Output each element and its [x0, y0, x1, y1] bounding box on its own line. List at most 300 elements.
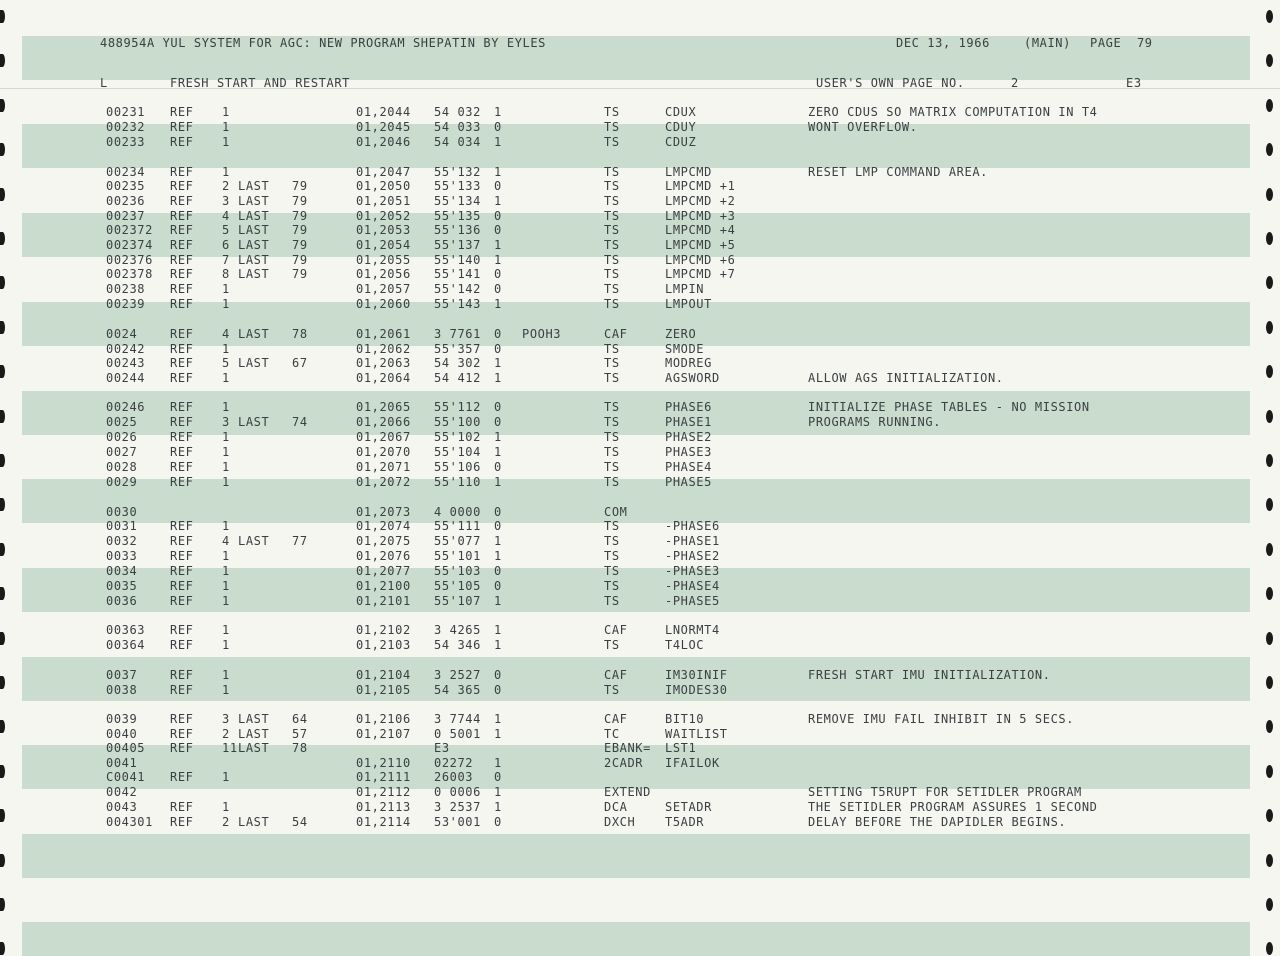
cell-ref: REF [170, 534, 194, 548]
cell-lineno: 00239 [106, 297, 146, 311]
cell-op: TS [604, 519, 620, 533]
cell-word: 55'134 [434, 194, 481, 208]
tractor-hole [1266, 942, 1273, 955]
cell-ref: REF [170, 519, 194, 533]
cell-addr: 01,2101 [356, 594, 411, 608]
green-bar-band [22, 479, 1250, 523]
cell-lineno: 0043 [106, 800, 138, 814]
cell-operand: -PHASE4 [665, 579, 720, 593]
cell-comment: PROGRAMS RUNNING. [808, 415, 942, 429]
cell-lineno: 00232 [106, 120, 146, 134]
tractor-hole [1266, 143, 1273, 156]
cell-ref: REF [170, 430, 194, 444]
cell-addr: 01,2070 [356, 445, 411, 459]
cell-ref: REF [170, 579, 194, 593]
tractor-hole [0, 410, 5, 423]
cell-addr: 01,2114 [356, 815, 411, 829]
cell-operand: LMPCMD +4 [665, 223, 736, 237]
cell-op: TS [604, 135, 620, 149]
cell-operand: CDUX [665, 105, 697, 119]
cell-lineno: 002372 [106, 223, 153, 237]
green-bar-band [22, 834, 1250, 878]
cell-parity: 0 [494, 267, 502, 281]
cell-op: TS [604, 282, 620, 296]
tractor-hole [0, 365, 5, 378]
cell-refnum: 1 [222, 579, 230, 593]
cell-operand: LST1 [665, 741, 697, 755]
cell-addr: 01,2050 [356, 179, 411, 193]
cell-refnum: 1 [222, 475, 230, 489]
cell-lineno: 00364 [106, 638, 146, 652]
cell-op: TS [604, 297, 620, 311]
cell-lineno: 0036 [106, 594, 138, 608]
cell-word: E3 [434, 741, 450, 755]
cell-addr: 01,2102 [356, 623, 411, 637]
cell-word: 26003 [434, 770, 474, 784]
tractor-hole [0, 765, 5, 778]
cell-parity: 0 [494, 505, 502, 519]
cell-word: 55'143 [434, 297, 481, 311]
cell-operand: PHASE6 [665, 400, 712, 414]
cell-parity: 0 [494, 400, 502, 414]
cell-parity: 0 [494, 223, 502, 237]
cell-lineno: 0042 [106, 785, 138, 799]
cell-ref: REF [170, 475, 194, 489]
cell-lastpage: 64 [292, 712, 308, 726]
cell-lineno: 00238 [106, 282, 146, 296]
cell-parity: 0 [494, 342, 502, 356]
cell-word: 3 2527 [434, 668, 481, 682]
cell-word: 55'106 [434, 460, 481, 474]
green-bar-band [22, 213, 1250, 257]
cell-parity: 1 [494, 105, 502, 119]
cell-lineno: 00244 [106, 371, 146, 385]
cell-lineno: 0040 [106, 727, 138, 741]
cell-refnum: 8 [222, 267, 230, 281]
cell-ref: REF [170, 623, 194, 637]
section-title: FRESH START AND RESTART [170, 76, 350, 90]
tractor-hole [0, 498, 5, 511]
cell-parity: 1 [494, 430, 502, 444]
cell-comment: ALLOW AGS INITIALIZATION. [808, 371, 1004, 385]
tractor-hole [1266, 676, 1273, 689]
cell-refnum: 1 [222, 460, 230, 474]
cell-refnum: 4 [222, 209, 230, 223]
cell-lastpage: 79 [292, 209, 308, 223]
cell-op: TS [604, 179, 620, 193]
cell-label: POOH3 [522, 327, 562, 341]
cell-lineno: 0032 [106, 534, 138, 548]
tractor-hole [0, 587, 5, 600]
cell-last: LAST [238, 327, 270, 341]
cell-word: 54 033 [434, 120, 481, 134]
cell-ref: REF [170, 668, 194, 682]
cell-parity: 1 [494, 727, 502, 741]
cell-ref: REF [170, 238, 194, 252]
cell-last: LAST [238, 209, 270, 223]
tractor-hole [1266, 276, 1273, 289]
cell-operand: MODREG [665, 356, 712, 370]
cell-addr: 01,2062 [356, 342, 411, 356]
cell-lastpage: 57 [292, 727, 308, 741]
cell-refnum: 1 [222, 445, 230, 459]
tractor-hole [1266, 410, 1273, 423]
cell-op: TS [604, 253, 620, 267]
cell-refnum: 1 [222, 120, 230, 134]
cell-op: TS [604, 356, 620, 370]
cell-word: 54 346 [434, 638, 481, 652]
cell-op: TS [604, 400, 620, 414]
tractor-hole [0, 543, 5, 556]
cell-lastpage: 79 [292, 194, 308, 208]
cell-comment: INITIALIZE PHASE TABLES - NO MISSION [808, 400, 1090, 414]
cell-addr: 01,2045 [356, 120, 411, 134]
cell-operand: BIT10 [665, 712, 705, 726]
cell-op: CAF [604, 327, 628, 341]
cell-parity: 1 [494, 534, 502, 548]
cell-lineno: 002374 [106, 238, 153, 252]
cell-op: EBANK= [604, 741, 651, 755]
cell-parity: 0 [494, 120, 502, 134]
tractor-hole [0, 942, 5, 955]
cell-operand: IMODES30 [665, 683, 728, 697]
cell-refnum: 1 [222, 564, 230, 578]
cell-word: 55'102 [434, 430, 481, 444]
cell-ref: REF [170, 564, 194, 578]
cell-lineno: 0034 [106, 564, 138, 578]
cell-lineno: 002378 [106, 267, 153, 281]
cell-op: EXTEND [604, 785, 651, 799]
cell-word: 54 412 [434, 371, 481, 385]
cell-ref: REF [170, 209, 194, 223]
cell-parity: 1 [494, 238, 502, 252]
cell-parity: 1 [494, 800, 502, 814]
tractor-hole [0, 143, 5, 156]
cell-last: LAST [238, 741, 270, 755]
tractor-hole [1266, 632, 1273, 645]
cell-lastpage: 54 [292, 815, 308, 829]
cell-refnum: 4 [222, 534, 230, 548]
cell-word: 55'357 [434, 342, 481, 356]
cell-lineno: 00363 [106, 623, 146, 637]
cell-lastpage: 78 [292, 327, 308, 341]
cell-op: TS [604, 165, 620, 179]
cell-last: LAST [238, 267, 270, 281]
cell-op: TS [604, 683, 620, 697]
cell-parity: 0 [494, 770, 502, 784]
cell-parity: 0 [494, 519, 502, 533]
cell-addr: 01,2047 [356, 165, 411, 179]
cell-operand: IFAILOK [665, 756, 720, 770]
cell-parity: 1 [494, 253, 502, 267]
cell-op: TS [604, 564, 620, 578]
cell-op: TS [604, 223, 620, 237]
cell-operand: LMPCMD +5 [665, 238, 736, 252]
cell-word: 3 2537 [434, 800, 481, 814]
cell-word: 53'001 [434, 815, 481, 829]
cell-lineno: 0024 [106, 327, 138, 341]
cell-ref: REF [170, 815, 194, 829]
cell-refnum: 2 [222, 727, 230, 741]
cell-refnum: 1 [222, 549, 230, 563]
cell-op: CAF [604, 623, 628, 637]
cell-operand: LNORMT4 [665, 623, 720, 637]
cell-op: TS [604, 238, 620, 252]
cell-lastpage: 79 [292, 267, 308, 281]
tractor-hole [1266, 10, 1273, 23]
cell-parity: 1 [494, 165, 502, 179]
tractor-hole [1266, 543, 1273, 556]
cell-addr: 01,2056 [356, 267, 411, 281]
tractor-hole [1266, 498, 1273, 511]
cell-operand: LMPCMD +2 [665, 194, 736, 208]
cell-parity: 0 [494, 460, 502, 474]
cell-word: 55'110 [434, 475, 481, 489]
cell-operand: PHASE2 [665, 430, 712, 444]
tractor-hole [0, 188, 5, 201]
cell-word: 54 034 [434, 135, 481, 149]
cell-lastpage: 79 [292, 253, 308, 267]
cell-addr: 01,2063 [356, 356, 411, 370]
cell-operand: -PHASE1 [665, 534, 720, 548]
cell-operand: LMPIN [665, 282, 705, 296]
tractor-hole [0, 54, 5, 67]
cell-refnum: 5 [222, 223, 230, 237]
cell-operand: LMPCMD +1 [665, 179, 736, 193]
cell-addr: 01,2104 [356, 668, 411, 682]
green-bar-band [22, 302, 1250, 346]
cell-addr: 01,2066 [356, 415, 411, 429]
cell-lineno: 00237 [106, 209, 146, 223]
cell-operand: -PHASE3 [665, 564, 720, 578]
cell-word: 54 302 [434, 356, 481, 370]
cell-operand: LMPCMD [665, 165, 712, 179]
cell-lineno: 0030 [106, 505, 138, 519]
cell-op: TS [604, 371, 620, 385]
cell-parity: 0 [494, 683, 502, 697]
cell-addr: 01,2112 [356, 785, 411, 799]
tractor-hole [0, 321, 5, 334]
cell-lineno: 0031 [106, 519, 138, 533]
cell-operand: CDUZ [665, 135, 697, 149]
cell-addr: 01,2076 [356, 549, 411, 563]
green-bar-band [22, 124, 1250, 168]
tractor-hole [0, 276, 5, 289]
page-code: E3 [1126, 76, 1142, 90]
cell-ref: REF [170, 460, 194, 474]
cell-operand: LMPCMD +7 [665, 267, 736, 281]
cell-parity: 0 [494, 327, 502, 341]
cell-lineno: C0041 [106, 770, 146, 784]
cell-comment: ZERO CDUS SO MATRIX COMPUTATION IN T4 [808, 105, 1098, 119]
cell-parity: 0 [494, 415, 502, 429]
cell-op: TS [604, 460, 620, 474]
cell-operand: PHASE4 [665, 460, 712, 474]
cell-ref: REF [170, 179, 194, 193]
cell-parity: 0 [494, 579, 502, 593]
cell-lineno: 00234 [106, 165, 146, 179]
cell-addr: 01,2052 [356, 209, 411, 223]
cell-refnum: 1 [222, 400, 230, 414]
cell-lineno: 00242 [106, 342, 146, 356]
cell-op: TS [604, 415, 620, 429]
cell-addr: 01,2105 [356, 683, 411, 697]
cell-word: 55'077 [434, 534, 481, 548]
cell-operand: PHASE1 [665, 415, 712, 429]
cell-word: 55'136 [434, 223, 481, 237]
tractor-hole [0, 809, 5, 822]
cell-word: 55'101 [434, 549, 481, 563]
cell-parity: 1 [494, 638, 502, 652]
cell-comment: THE SETIDLER PROGRAM ASSURES 1 SECOND [808, 800, 1098, 814]
cell-parity: 1 [494, 549, 502, 563]
cell-parity: 1 [494, 371, 502, 385]
cell-op: TS [604, 209, 620, 223]
cell-refnum: 1 [222, 135, 230, 149]
cell-op: TS [604, 267, 620, 281]
cell-lineno: 0035 [106, 579, 138, 593]
cell-op: CAF [604, 668, 628, 682]
cell-ref: REF [170, 712, 194, 726]
cell-last: LAST [238, 223, 270, 237]
cell-op: DCA [604, 800, 628, 814]
cell-ref: REF [170, 327, 194, 341]
cell-operand: SETADR [665, 800, 712, 814]
tractor-hole [0, 232, 5, 245]
cell-addr: 01,2061 [356, 327, 411, 341]
cell-refnum: 1 [222, 683, 230, 697]
cell-addr: 01,2064 [356, 371, 411, 385]
tractor-hole [1266, 898, 1273, 911]
cell-lineno: 0037 [106, 668, 138, 682]
cell-ref: REF [170, 400, 194, 414]
cell-operand: LMPCMD +3 [665, 209, 736, 223]
cell-refnum: 1 [222, 165, 230, 179]
cell-lineno: 00231 [106, 105, 146, 119]
cell-lastpage: 79 [292, 223, 308, 237]
cell-refnum: 4 [222, 327, 230, 341]
cell-word: 3 4265 [434, 623, 481, 637]
cell-lineno: 0029 [106, 475, 138, 489]
cell-refnum: 1 [222, 105, 230, 119]
cell-addr: 01,2044 [356, 105, 411, 119]
cell-addr: 01,2055 [356, 253, 411, 267]
cell-addr: 01,2051 [356, 194, 411, 208]
cell-last: LAST [238, 179, 270, 193]
cell-lineno: 0039 [106, 712, 138, 726]
cell-word: 4 0000 [434, 505, 481, 519]
cell-ref: REF [170, 194, 194, 208]
cell-word: 55'132 [434, 165, 481, 179]
cell-ref: REF [170, 342, 194, 356]
cell-op: TC [604, 727, 620, 741]
cell-op: COM [604, 505, 628, 519]
cell-refnum: 1 [222, 371, 230, 385]
user-page-label: USER'S OWN PAGE NO. [816, 76, 965, 90]
cell-addr: 01,2113 [356, 800, 411, 814]
cell-lineno: 00243 [106, 356, 146, 370]
cell-refnum: 7 [222, 253, 230, 267]
cell-lastpage: 74 [292, 415, 308, 429]
cell-refnum: 1 [222, 594, 230, 608]
tractor-hole [0, 99, 5, 112]
cell-last: LAST [238, 534, 270, 548]
tractor-hole [1266, 232, 1273, 245]
cell-refnum: 1 [222, 519, 230, 533]
cell-parity: 1 [494, 356, 502, 370]
tractor-hole [1266, 321, 1273, 334]
cell-addr: 01,2065 [356, 400, 411, 414]
cell-op: CAF [604, 712, 628, 726]
cell-op: TS [604, 445, 620, 459]
cell-addr: 01,2057 [356, 282, 411, 296]
green-bar-band [22, 568, 1250, 612]
cell-parity: 1 [494, 297, 502, 311]
cell-last: LAST [238, 253, 270, 267]
cell-word: 55'100 [434, 415, 481, 429]
tractor-hole [0, 854, 5, 867]
cell-word: 55'107 [434, 594, 481, 608]
cell-lineno: 0038 [106, 683, 138, 697]
cell-ref: REF [170, 445, 194, 459]
cell-lineno: 0033 [106, 549, 138, 563]
cell-parity: 1 [494, 194, 502, 208]
cell-operand: AGSWORD [665, 371, 720, 385]
cell-operand: LMPCMD +6 [665, 253, 736, 267]
cell-comment: RESET LMP COMMAND AREA. [808, 165, 988, 179]
cell-word: 55'135 [434, 209, 481, 223]
cell-operand: CDUY [665, 120, 697, 134]
cell-ref: REF [170, 120, 194, 134]
cell-comment: REMOVE IMU FAIL INHIBIT IN 5 SECS. [808, 712, 1075, 726]
cell-lineno: 002376 [106, 253, 153, 267]
cell-ref: REF [170, 415, 194, 429]
cell-operand: -PHASE5 [665, 594, 720, 608]
cell-ref: REF [170, 165, 194, 179]
cell-refnum: 2 [222, 815, 230, 829]
cell-word: 55'103 [434, 564, 481, 578]
cell-refnum: 2 [222, 179, 230, 193]
cell-ref: REF [170, 727, 194, 741]
cell-addr: 01,2073 [356, 505, 411, 519]
cell-addr: 01,2074 [356, 519, 411, 533]
tractor-hole [0, 10, 5, 23]
cell-op: 2CADR [604, 756, 644, 770]
cell-refnum: 1 [222, 623, 230, 637]
cell-last: LAST [238, 727, 270, 741]
cell-ref: REF [170, 356, 194, 370]
cell-lastpage: 79 [292, 238, 308, 252]
cell-ref: REF [170, 105, 194, 119]
cell-parity: 0 [494, 815, 502, 829]
cell-parity: 1 [494, 712, 502, 726]
cell-refnum: 3 [222, 415, 230, 429]
cell-op: TS [604, 430, 620, 444]
tractor-hole [1266, 765, 1273, 778]
cell-lineno: 0028 [106, 460, 138, 474]
cell-word: 55'111 [434, 519, 481, 533]
cell-lineno: 0027 [106, 445, 138, 459]
cell-refnum: 1 [222, 342, 230, 356]
cell-word: 55'141 [434, 267, 481, 281]
listing-date: DEC 13, 1966 [896, 36, 990, 50]
listing-header-title: 488954A YUL SYSTEM FOR AGC: NEW PROGRAM SHEPATIN BY EYLES [100, 36, 547, 50]
cell-word: 55'142 [434, 282, 481, 296]
cell-parity: 1 [494, 785, 502, 799]
cell-op: TS [604, 594, 620, 608]
cell-addr: 01,2111 [356, 770, 411, 784]
cell-word: 0 5001 [434, 727, 481, 741]
